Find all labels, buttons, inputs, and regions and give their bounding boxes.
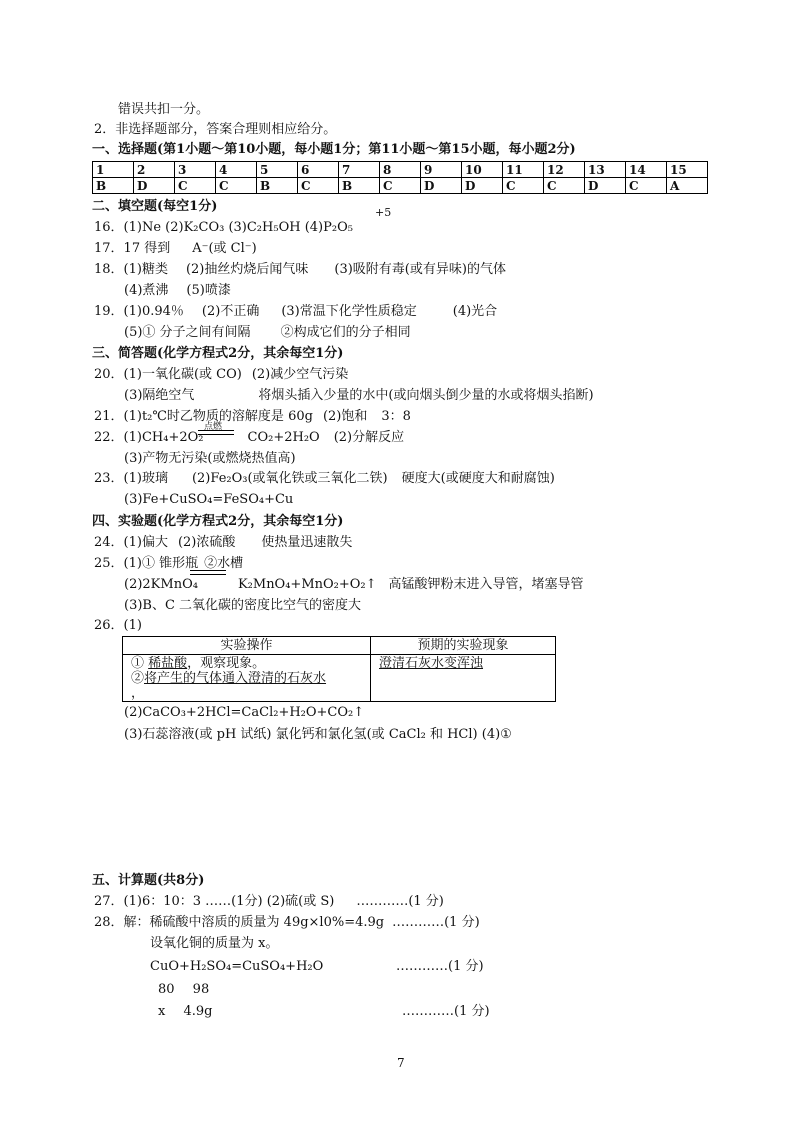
answer-28-equation: CuO+H₂SO₄=CuSO₄+H₂O — [150, 959, 324, 974]
experiment-table — [122, 636, 556, 702]
answer-28 — [94, 914, 480, 932]
answer-number: 1 — [93, 162, 134, 178]
answer-28-part-1: 28．解：稀硫酸中溶质的质量为 49g×l0%=4.9g — [94, 915, 385, 930]
answer-letter: D — [585, 178, 626, 194]
answer-table-numbers-row — [93, 162, 708, 178]
answer-25-part-1: 25．(1)① 锥形瓶 — [94, 556, 199, 571]
answer-26: 26．(1) — [94, 618, 142, 633]
answer-25-eq — [124, 576, 584, 594]
answer-18 — [94, 261, 506, 279]
answer-letter: C — [626, 178, 667, 194]
answer-number: 7 — [339, 162, 380, 178]
experiment-table-header-phenomenon: 预期的实验现象 — [371, 637, 555, 655]
operation-1-answer: 稀盐酸 — [148, 656, 188, 671]
answer-22-part-1: 22．(1)CH₄+2O₂ — [94, 430, 204, 445]
section-1-title: 一、选择题(第1小题～第10小题，每小题1分；第11小题～第15小题，每小题2分) — [92, 142, 576, 157]
answer-20-part-2: (2)减少空气污染 — [251, 367, 349, 382]
answer-18-part-3: (3)吸附有毒(或有异味)的气体 — [334, 262, 506, 277]
section-5-title: 五、计算题(共8分) — [92, 873, 205, 888]
answer-letter: B — [339, 178, 380, 194]
experiment-operation-2 — [131, 670, 326, 688]
answer-20-part-4: 将烟头插入少量的水中(或向烟头倒少量的水或将烟头掐断) — [258, 388, 594, 403]
section-3-title: 三、简答题(化学方程式2分，其余每空1分) — [92, 346, 344, 361]
answer-23-part-1: 23．(1)玻璃 — [94, 471, 168, 486]
answer-18-part-4: (4)煮沸 — [124, 283, 169, 298]
answer-19-cont — [124, 324, 411, 342]
answer-20 — [94, 366, 348, 384]
answer-22-part-3: (2)分解反应 — [333, 430, 405, 445]
answer-23-cont: (3)Fe+CuSO₄=FeSO₄+Cu — [124, 492, 294, 507]
answer-28-let: 设氧化铜的质量为 x。 — [150, 936, 279, 951]
answer-17 — [94, 240, 257, 258]
answer-22-cont: (3)产物无污染(或燃烧热值高) — [124, 451, 296, 466]
oxidation-state-label: +5 — [375, 206, 392, 219]
answer-28-part-2: …………(1 分) — [392, 915, 480, 930]
reaction-condition-ignite: 点燃 — [204, 422, 223, 432]
operation-2-answer: 将产生的气体通入澄清的石灰水 — [144, 671, 327, 686]
answer-number: 14 — [626, 162, 667, 178]
answer-letter: D — [134, 178, 175, 194]
answer-letter: C — [503, 178, 544, 194]
answer-19-part-5: (5)① 分子之间有间隔 — [124, 325, 251, 340]
answer-number: 12 — [544, 162, 585, 178]
answer-letter: B — [257, 178, 298, 194]
answer-23 — [94, 470, 555, 488]
answer-18-part-5: (5)喷漆 — [186, 283, 231, 298]
answer-18-part-1: 18．(1)糖类 — [94, 262, 168, 277]
answer-number: 2 — [134, 162, 175, 178]
answer-27 — [94, 893, 444, 911]
experiment-table-divider — [370, 637, 371, 701]
answer-number: 10 — [462, 162, 503, 178]
answer-number: 3 — [175, 162, 216, 178]
intro-line-1: 错误共扣一分。 — [118, 102, 210, 117]
answer-letter: D — [462, 178, 503, 194]
answer-number: 8 — [380, 162, 421, 178]
experiment-phenomenon-1: 澄清石灰水变浑浊 — [379, 656, 484, 671]
answer-21-part-3: 3：8 — [381, 409, 411, 424]
answer-22-part-2: CO₂+2H₂O — [247, 430, 320, 445]
answer-21-part-1: 21．(1)t₂℃时乙物质的溶解度是 60g — [94, 409, 313, 424]
answer-21 — [94, 408, 411, 426]
answer-24-part-1: 24．(1)偏大 — [94, 535, 168, 550]
answer-25-part-3: (2)2KMnO₄ — [124, 577, 198, 592]
answer-28-score-3: …………(1 分) — [402, 1004, 490, 1019]
answer-19-part-1: 19．(1)0.94％ — [94, 304, 184, 319]
answer-table-answers-row — [93, 178, 708, 194]
answer-18-cont — [124, 282, 231, 300]
answer-25-part-2: ②水槽 — [204, 556, 244, 571]
section-4-title: 四、实验题(化学方程式2分，其余每空1分) — [92, 514, 344, 529]
answer-19-part-2: (2)不正确 — [201, 304, 260, 319]
answer-letter: B — [93, 178, 134, 194]
answer-20-part-1: 20．(1)一氧化碳(或 CO) — [94, 367, 242, 382]
answer-16: 16．(1)Ne (2)K₂CO₃ (3)C₂H₅OH (4)P₂O₅ — [94, 220, 353, 235]
answer-24-part-3: 使热量迅速散失 — [261, 535, 353, 550]
answer-19 — [94, 303, 497, 321]
answer-25-part-4: K₂MnO₄+MnO₂+O₂↑ — [237, 577, 377, 592]
answer-letter: C — [298, 178, 339, 194]
answer-letter: A — [667, 178, 708, 194]
answer-letter: C — [380, 178, 421, 194]
answer-27-part-2: …………(1 分) — [356, 894, 444, 909]
answer-17-part-1: 17．17 得到 — [94, 241, 171, 256]
answer-20-part-3: (3)隔绝空气 — [124, 388, 195, 403]
answer-24-part-2: (2)浓硫酸 — [177, 535, 236, 550]
answer-28-masses: 80 98 — [158, 982, 210, 997]
answer-letter: C — [175, 178, 216, 194]
answer-23-part-3: 硬度大(或硬度大和耐腐蚀) — [401, 471, 555, 486]
answer-number: 11 — [503, 162, 544, 178]
answer-19-part-4: (4)光合 — [452, 304, 498, 319]
intro-line-2: 2．非选择题部分，答案合理则相应给分。 — [94, 122, 337, 137]
answer-number: 9 — [421, 162, 462, 178]
answer-19-part-6: ②构成它们的分子相同 — [280, 325, 411, 340]
experiment-table-header-operation: 实验操作 — [123, 637, 370, 655]
answer-28-unknowns: x 4.9g — [158, 1004, 213, 1019]
answer-22 — [94, 429, 404, 447]
answer-number: 13 — [585, 162, 626, 178]
answer-number: 6 — [298, 162, 339, 178]
answer-25-part-5: 高锰酸钾粉末进入导管，堵塞导管 — [388, 577, 584, 592]
answer-20-cont — [124, 387, 594, 405]
answer-18-part-2: (2)抽丝灼烧后闻气味 — [185, 262, 309, 277]
answer-28-score-2: …………(1 分) — [396, 959, 484, 974]
answer-25-cont: (3)B、C 二氧化碳的密度比空气的密度大 — [124, 598, 362, 613]
answer-24 — [94, 534, 352, 552]
experiment-operation-2-tail: ， — [131, 686, 145, 701]
answer-table — [92, 161, 708, 194]
answer-19-part-3: (3)常温下化学性质稳定 — [281, 304, 417, 319]
answer-letter: C — [544, 178, 585, 194]
answer-27-part-1: 27．(1)6：10：3 ……(1分) (2)硫(或 S) — [94, 894, 335, 909]
page-number: 7 — [397, 1056, 405, 1070]
answer-letter: C — [216, 178, 257, 194]
answer-number: 15 — [667, 162, 708, 178]
answer-26-part-2: (2)CaCO₃+2HCl=CaCl₂+H₂O+CO₂↑ — [124, 705, 365, 720]
operation-1-text: ，观察现象。 — [187, 656, 266, 671]
answer-21-part-2: (2)饱和 — [322, 409, 368, 424]
reaction-arrow-line — [190, 570, 226, 575]
answer-letter: D — [421, 178, 462, 194]
answer-26-part-3: (3)石蕊溶液(或 pH 试纸) 氯化钙和氯化氢(或 CaCl₂ 和 HCl) (4)① — [124, 727, 512, 742]
answer-17-part-2: A⁻(或 Cl⁻) — [192, 241, 257, 256]
answer-23-part-2: (2)Fe₂O₃(或氧化铁或三氧化二铁) — [191, 471, 388, 486]
operation-2-number: ② — [131, 671, 145, 686]
operation-1-number: ① — [131, 656, 145, 671]
answer-number: 4 — [216, 162, 257, 178]
section-2-title: 二、填空题(每空1分) — [92, 199, 218, 214]
answer-number: 5 — [257, 162, 298, 178]
